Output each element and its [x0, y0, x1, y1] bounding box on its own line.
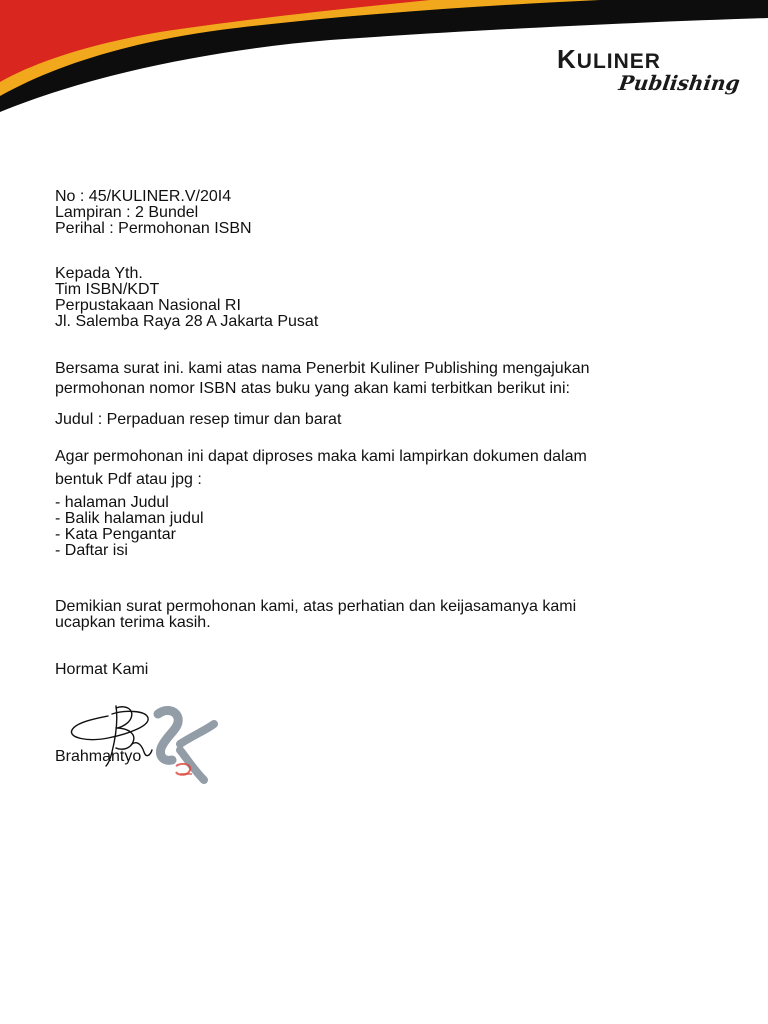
recipient-line: Kepada Yth.: [55, 265, 143, 282]
recipient-line: Perpustakaan Nasional RI: [55, 297, 241, 314]
signature-image: [62, 700, 232, 790]
book-title: [55, 412, 695, 428]
brand-name-initial: K: [557, 44, 577, 74]
list-item: - Balik halaman judul: [55, 510, 204, 527]
closing-line: Demikian surat permohonan kami, atas perhatian dan keijasamanya kami: [55, 598, 577, 615]
closing-paragraph: [55, 599, 695, 631]
recipient-line: Tim ISBN/KDT: [55, 281, 160, 298]
closing-line: ucapkan terima kasih.: [55, 614, 211, 631]
letter-subject: Perihal : Permohonan ISBN: [55, 220, 252, 237]
brand-tagline: Publishing: [617, 71, 742, 95]
intro-line: Bersama surat ini. kami atas nama Penerbit Kuliner Publishing mengajukan: [55, 360, 590, 377]
book-title-line: Judul : Perpaduan resep timur dan barat: [55, 411, 342, 428]
letter-body: [55, 189, 695, 678]
brand-name-rest: ULINER: [576, 50, 661, 73]
attachment-list: [55, 495, 695, 559]
recipient-line: Jl. Salemba Raya 28 A Jakarta Pusat: [55, 313, 319, 330]
list-item: - halaman Judul: [55, 494, 169, 511]
list-item: - Kata Pengantar: [55, 526, 176, 543]
regards-line: Hormat Kami: [55, 661, 149, 678]
recipient-block: [55, 266, 695, 330]
signer-name: Brahmantyo: [55, 748, 142, 765]
intro-paragraph: [55, 359, 695, 399]
attachment-intro-paragraph: [55, 445, 695, 491]
letter-attachment: Lampiran : 2 Bundel: [55, 204, 199, 221]
letter-number: No : 45/KULINER.V/20I4: [55, 188, 232, 205]
regards: [55, 662, 695, 678]
attachment-intro-line: Agar permohonan ini dapat diproses maka kami lampirkan dokumen dalam: [55, 448, 587, 465]
intro-line: permohonan nomor ISBN atas buku yang akan kami terbitkan berikut ini:: [55, 380, 570, 397]
letter-meta: [55, 189, 695, 237]
attachment-intro-line: bentuk Pdf atau jpg :: [55, 471, 202, 488]
brand-logo: [557, 44, 742, 104]
list-item: - Daftar isi: [55, 542, 128, 559]
